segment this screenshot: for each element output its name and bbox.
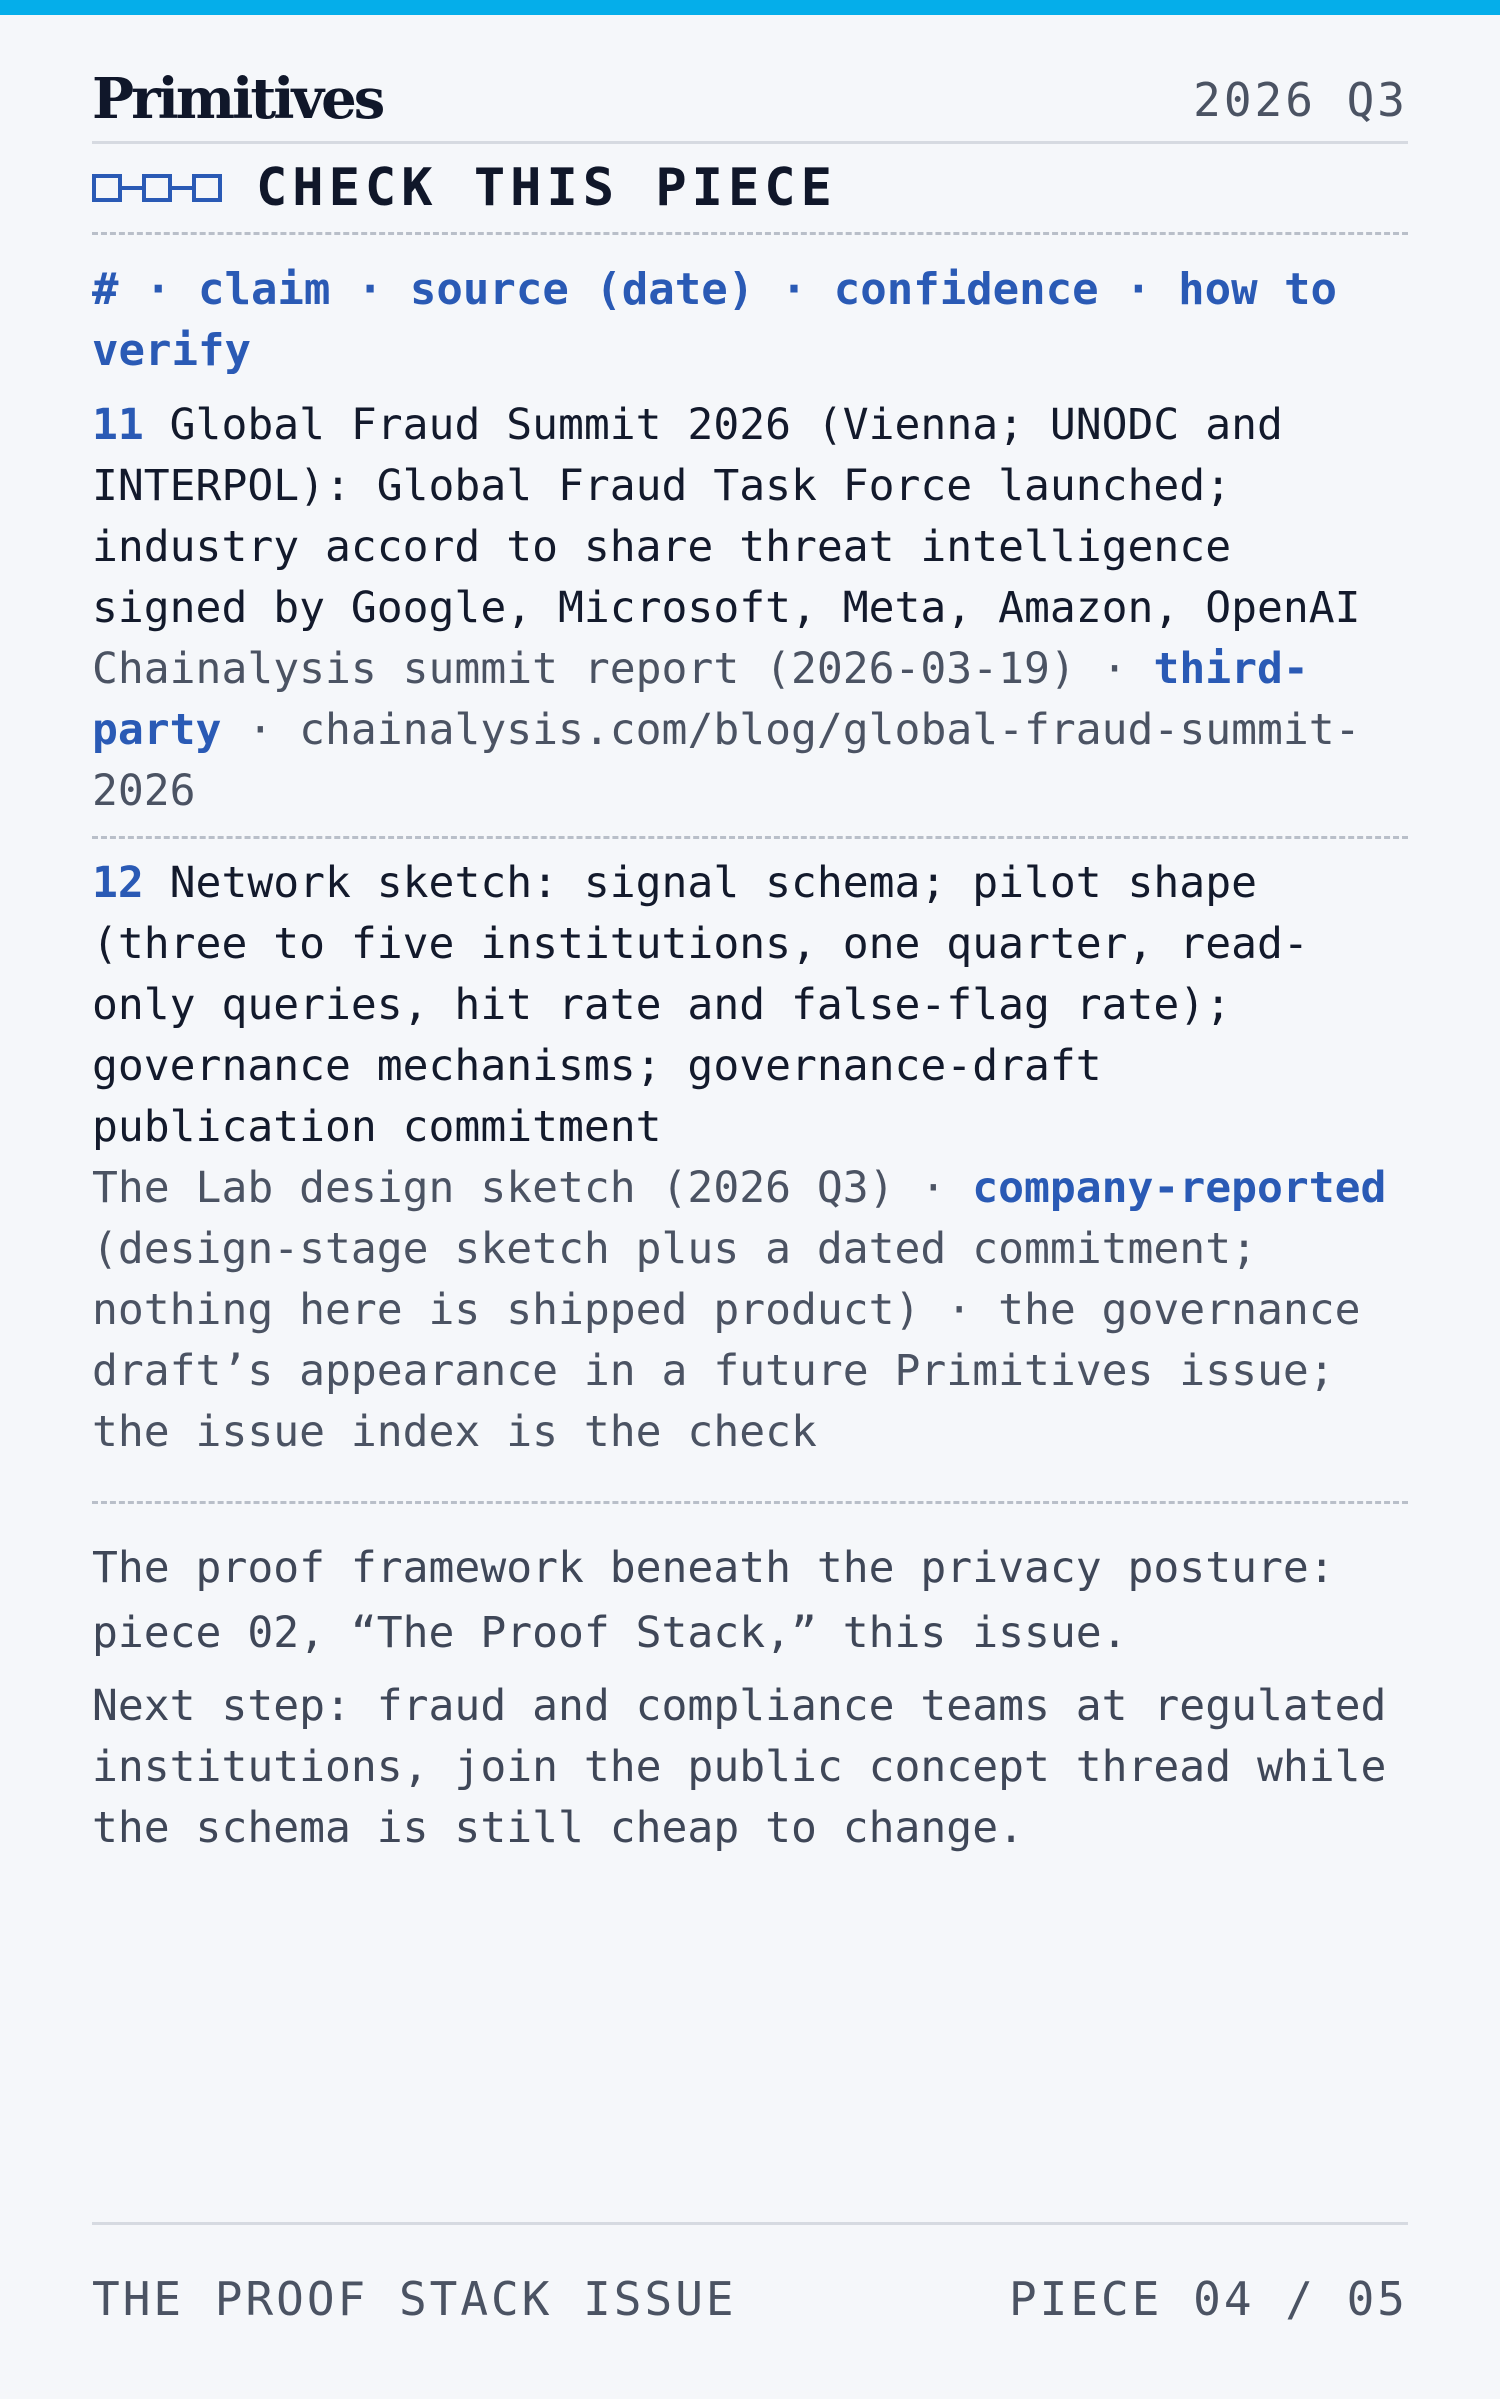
entry-claim-text: Network sketch: signal schema; pilot shape (three to five institutions, one quarter, read-only queries, hit rate and false-flag rate); governance mechanisms; governance-draft publication commitment — [92, 858, 1309, 1152]
cross-reference-note: The proof framework beneath the privacy posture: piece 02, “The Proof Stack,” this issue. — [92, 1543, 1335, 1658]
issue-name: THE PROOF STACK ISSUE — [92, 2272, 737, 2326]
section-divider — [92, 232, 1408, 235]
confidence-note: (design-stage sketch plus a dated commitment; nothing here is shipped product) — [92, 1224, 1257, 1335]
issue-date: 2026 Q3 — [1193, 73, 1408, 127]
next-step-note: Next step: fraud and compliance teams at regulated institutions, join the public concept thread while the schema is still cheap to change. — [92, 1681, 1387, 1853]
claim-entry-12 — [92, 853, 1408, 1477]
entry-divider — [92, 836, 1408, 839]
confidence-label: third-party — [92, 644, 1309, 755]
confidence-label: company-reported — [972, 1163, 1387, 1213]
entries-end-divider — [92, 1501, 1408, 1504]
entry-source: The Lab design sketch (2026 Q3) — [92, 1163, 895, 1213]
page-content — [92, 15, 1408, 1869]
entry-meta: Chainalysis summit report (2026-03-19) · third-party · chainalysis.com/blog/global-fraud-summit-2026 — [92, 644, 1361, 816]
entry-meta: The Lab design sketch (2026 Q3) · company-reported (design-stage sketch plus a dated commitment; nothing here is shipped product) · the governance draft’s appearance in a future Primitives issue; the issue index is the check — [92, 1163, 1387, 1457]
piece-counter: PIECE 04 / 05 — [1008, 2272, 1408, 2326]
chain-links-icon — [92, 170, 224, 206]
masthead — [92, 15, 1408, 141]
top-accent-bar — [0, 0, 1500, 15]
verify-method: the governance draft’s appearance in a future Primitives issue; the issue index is the check — [92, 1285, 1361, 1457]
section-header — [92, 144, 1408, 232]
entry-number: 11 — [92, 400, 144, 450]
closing-notes — [92, 1536, 1408, 1859]
footer-row — [92, 2225, 1408, 2373]
entry-claim — [92, 395, 1408, 639]
entry-claim — [92, 853, 1408, 1158]
footer — [92, 2222, 1408, 2373]
verify-link[interactable]: chainalysis.com/blog/global-fraud-summit-2026 — [92, 705, 1361, 816]
claim-entry-11 — [92, 395, 1408, 836]
entry-claim-text: Global Fraud Summit 2026 (Vienna; UNODC and INTERPOL): Global Fraud Task Force launched; industry accord to share threat intelligence signed by Google, Microsoft, Meta, Amazon, OpenAI — [92, 400, 1361, 633]
section-title: CHECK THIS PIECE — [256, 158, 837, 218]
entry-source: Chainalysis summit report (2026-03-19) — [92, 644, 1076, 694]
entry-number: 12 — [92, 858, 144, 908]
column-legend: # · claim · source (date) · confidence · how to verify — [92, 264, 1338, 376]
brand-wordmark: Primitives — [92, 66, 383, 132]
